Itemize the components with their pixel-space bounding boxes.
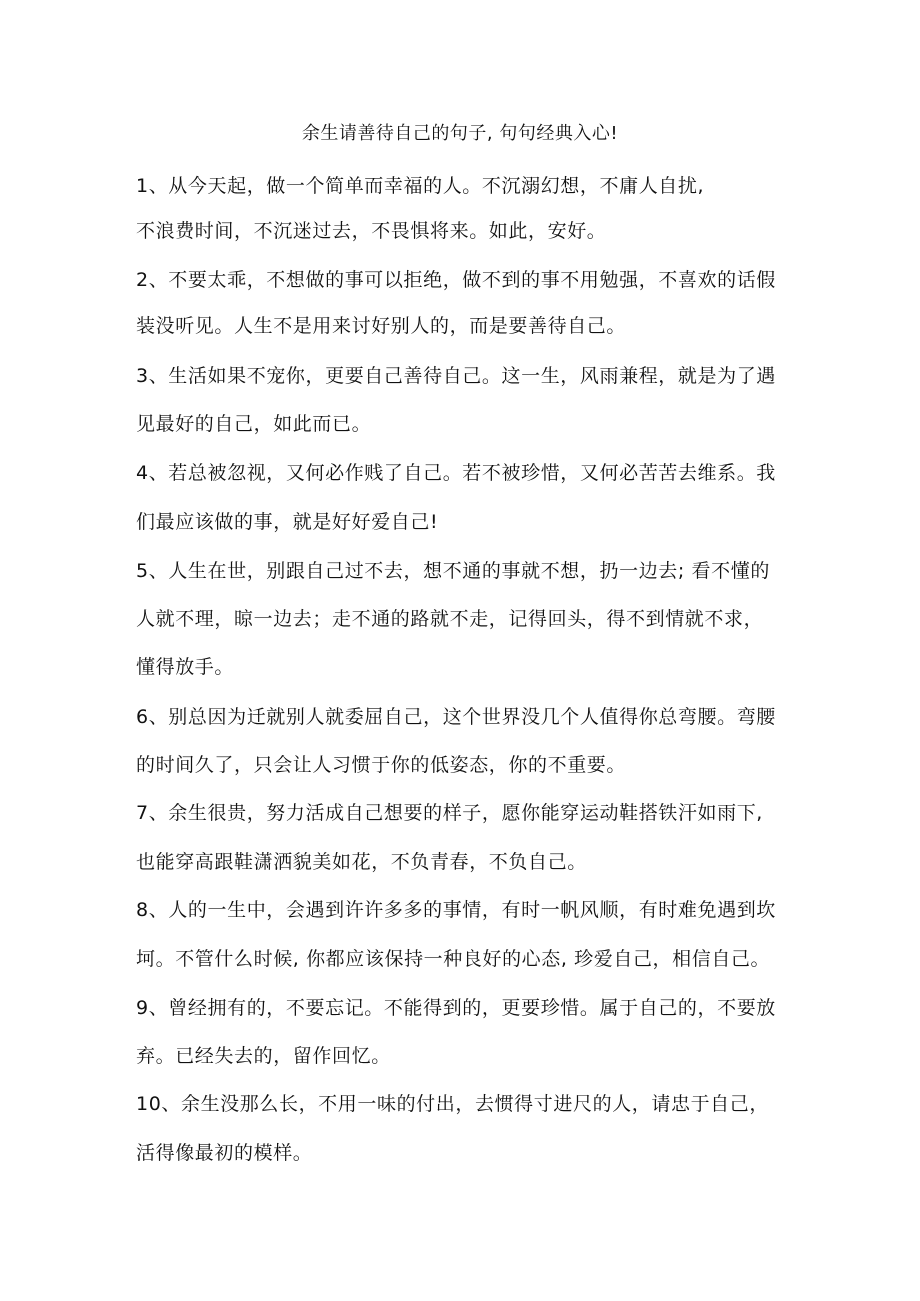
text-line: 6、别总因为迁就别人就委屈自己，这个世界没几个人值得你总弯腰。弯腰 — [136, 706, 776, 728]
text-line: 8、人的一生中，会遇到许许多多的事情，有时一帆风顺，有时难免遇到坎 — [136, 899, 776, 921]
text-line: 弃。已经失去的，留作回忆。 — [136, 1045, 391, 1067]
text-line: 10、余生没那么长，不用一味的付出，去惯得寸进尺的人，请忠于自己， — [136, 1093, 769, 1115]
text-line: 装没听见。人生不是用来讨好别人的，而是要善待自己。 — [136, 315, 627, 337]
text-line: 活得像最初的模样。 — [136, 1142, 313, 1164]
text-line: 懂得放手。 — [136, 656, 235, 678]
text-line: 不浪费时间，不沉迷过去，不畏惧将来。如此，安好。 — [136, 220, 607, 242]
text-line: 也能穿高跟鞋潇洒貌美如花，不负青春，不负自己。 — [136, 851, 587, 873]
text-line: 们最应该做的事，就是好好爱自己! — [136, 511, 439, 533]
text-line: 7、余生很贵，努力活成自己想要的样子，愿你能穿运动鞋搭铁汗如雨下, — [136, 802, 763, 824]
text-line: 5、人生在世，别跟自己过不去，想不通的事就不想，扔一边去; 看不懂的 — [136, 560, 770, 582]
text-line: 1、从今天起，做一个简单而幸福的人。不沉溺幻想，不庸人自扰, — [136, 175, 705, 197]
text-line: 4、若总被忽视，又何必作贱了自己。若不被珍惜，又何必苦苦去维系。我 — [136, 462, 776, 484]
text-line: 见最好的自己，如此而已。 — [136, 413, 372, 435]
text-line: 3、生活如果不宠你，更要自己善待自己。这一生，风雨兼程，就是为了遇 — [136, 365, 776, 387]
document-title: 余生请善待自己的句子, 句句经典入心! — [301, 123, 619, 144]
text-line: 的时间久了，只会让人习惯于你的低姿态，你的不重要。 — [136, 754, 627, 776]
text-line: 人就不理，晾一边去；走不通的路就不走，记得回头，得不到情就不求， — [136, 608, 764, 630]
text-line: 坷。不管什么时候, 你都应该保持一种良好的心态, 珍爱自己，相信自己。 — [136, 948, 771, 970]
text-line: 2、不要太乖，不想做的事可以拒绝，做不到的事不用勉强，不喜欢的话假 — [136, 269, 776, 291]
text-line: 9、曾经拥有的，不要忘记。不能得到的，更要珍惜。属于自己的，不要放 — [136, 997, 776, 1019]
